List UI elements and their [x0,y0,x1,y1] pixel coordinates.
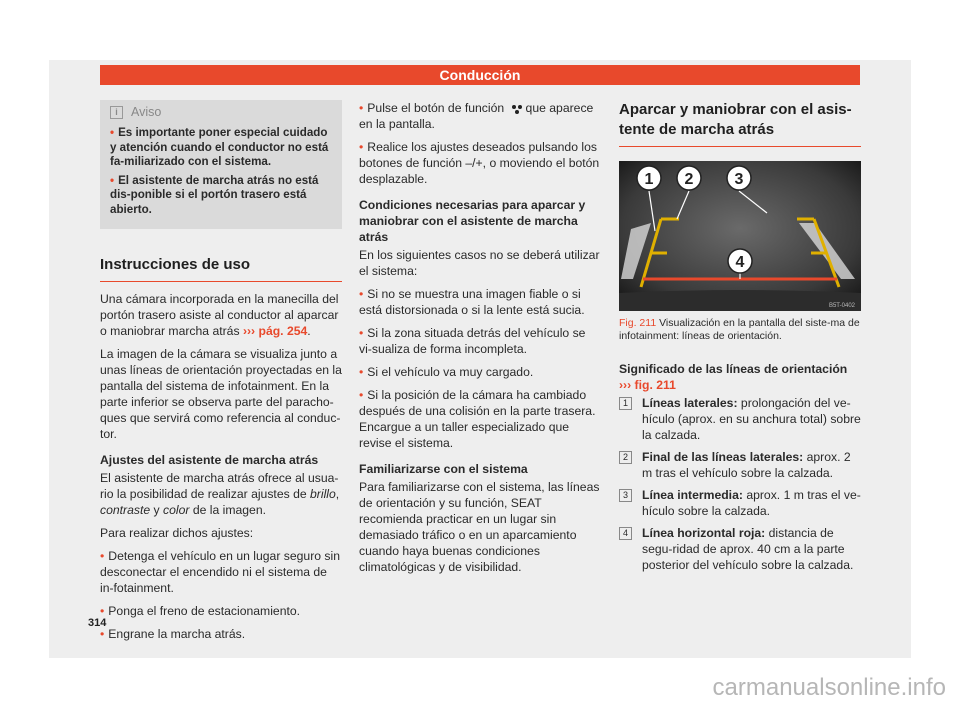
settings-function-icon [511,104,523,114]
callout-label: 2 [684,171,694,188]
page-number: 314 [88,617,107,629]
column-middle [359,100,601,582]
number-badge: 2 [619,451,632,464]
figure-reference-link[interactable]: ››› fig. 211 [619,378,676,392]
paragraph: Una cámara incorporada en la manecilla del portón trasero asiste al conductor al aparcar o maniobrar marcha atrás ››› pág. 254. [100,292,339,338]
figure-code: B5T-0402 [828,303,855,309]
numbered-item: 2 Final de las líneas laterales: aprox. 2 m tras el vehículo sobre la calzada. [619,449,861,481]
figure-caption: Fig. 211 Visualización en la pantalla del siste-ma de infotainment: líneas de orientación. [619,317,860,342]
numbered-item: 3 Línea intermedia: aprox. 1 m tras el ve-hículo sobre la calzada. [619,487,861,519]
notice-title: Aviso [131,105,162,119]
subheading-adjustments: Ajustes del asistente de marcha atrás [100,453,319,467]
subheading-conditions: Condiciones necesarias para aparcar y maniobrar con el asistente de marcha atrás [359,198,586,244]
paragraph: El asistente de marcha atrás ofrece al usua-rio la posibilidad de realizar ajustes de brillo, contraste y color de la imagen. [100,471,340,517]
bullet-icon: • [100,604,105,618]
list-item: • Si el vehículo va muy cargado. [359,365,534,379]
list-item: • Engrane la marcha atrás. [100,627,246,641]
paragraph: La imagen de la cámara se visualiza junto a unas líneas de orientación proyectadas en la pantalla del sistema de infotainment. En la parte inferior se observa parte del paracho-ques que servirá como referencia al conduc-tor. [100,347,342,441]
bullet-icon: • [100,627,105,641]
bullet-icon: • [359,101,364,115]
list-item: • Si no se muestra una imagen fiable o si está distorsionada o si la lente está sucia. [359,287,585,317]
callout-label: 3 [734,171,744,188]
numbered-item: 1 Líneas laterales: prolongación del ve-hículo (aprox. en su anchura total) sobre la calzada. [619,395,861,443]
notice-box [100,100,342,229]
paragraph: Para realizar dichos ajustes: [100,526,254,540]
chapter-header: Conducción [100,65,860,85]
figure-number: Fig. 211 [619,317,657,329]
subheading-meaning: Significado de las líneas de orientación ››› fig. 211 [619,362,848,392]
list-item: • Ponga el freno de estacionamiento. [100,604,301,618]
number-badge: 3 [619,489,632,502]
list-item: • Si la zona situada detrás del vehículo se vi-sualiza de forma incompleta. [359,326,586,356]
list-item: • Si la posición de la cámara ha cambiado después de una colisión en la parte trasera. Encargue a un taller especializado que revise el sistema. [359,388,596,450]
callout-label: 1 [644,171,654,188]
page-reference-link[interactable]: ››› pág. 254 [242,324,308,338]
paragraph: Para familiarizarse con el sistema, las líneas de orientación y su función, SEAT recomienda practicar en un lugar sin demasiado tráfico o en un aparcamiento cuando haya buenas condiciones climatológicas y de visibilidad. [359,480,600,574]
column-right [619,100,861,579]
bullet-icon: • [359,365,364,379]
info-icon: i [110,106,123,119]
camera-figure [619,161,861,311]
bullet-icon: • [100,549,105,563]
subheading-familiarize: Familiarizarse con el sistema [359,462,528,476]
bullet-icon: • [359,140,364,154]
section-title-instructions: Instrucciones de uso [100,255,342,282]
section-title-parking: Aparcar y maniobrar con el asis-tente de marcha atrás [619,100,861,147]
paragraph: En los siguientes casos no se deberá utilizar el sistema: [359,248,600,278]
watermark: carmanualsonline.info [712,674,946,701]
callout-label: 4 [735,254,745,271]
list-item: • Pulse el botón de función que aparece en la pantalla. [359,101,594,131]
camera-view-illustration [619,161,861,311]
column-left [100,100,342,649]
numbered-item: 4 Línea horizontal roja: distancia de segu-ridad de aprox. 40 cm a la parte posterior del vehículo sobre la calzada. [619,525,861,573]
number-badge: 1 [619,397,632,410]
list-item: • Realice los ajustes deseados pulsando los botones de función –/+, o moviendo el botón desplazable. [359,140,600,186]
bullet-icon: • [359,326,364,340]
notice-header [110,100,332,126]
bullet-icon: • [359,287,364,301]
bullet-icon: • [359,388,364,402]
number-badge: 4 [619,527,632,540]
notice-item: • El asistente de marcha atrás no está dis-ponible si el portón trasero está abierto. [110,173,319,216]
bullet-icon: • [110,126,115,139]
list-item: • Detenga el vehículo en un lugar seguro sin desconectar el encendido ni el sistema de in-fotainment. [100,549,340,595]
bullet-icon: • [110,173,115,187]
notice-item: • Es importante poner especial cuidado y atención cuando el conductor no está fa-miliarizado con el sistema. [110,126,329,168]
